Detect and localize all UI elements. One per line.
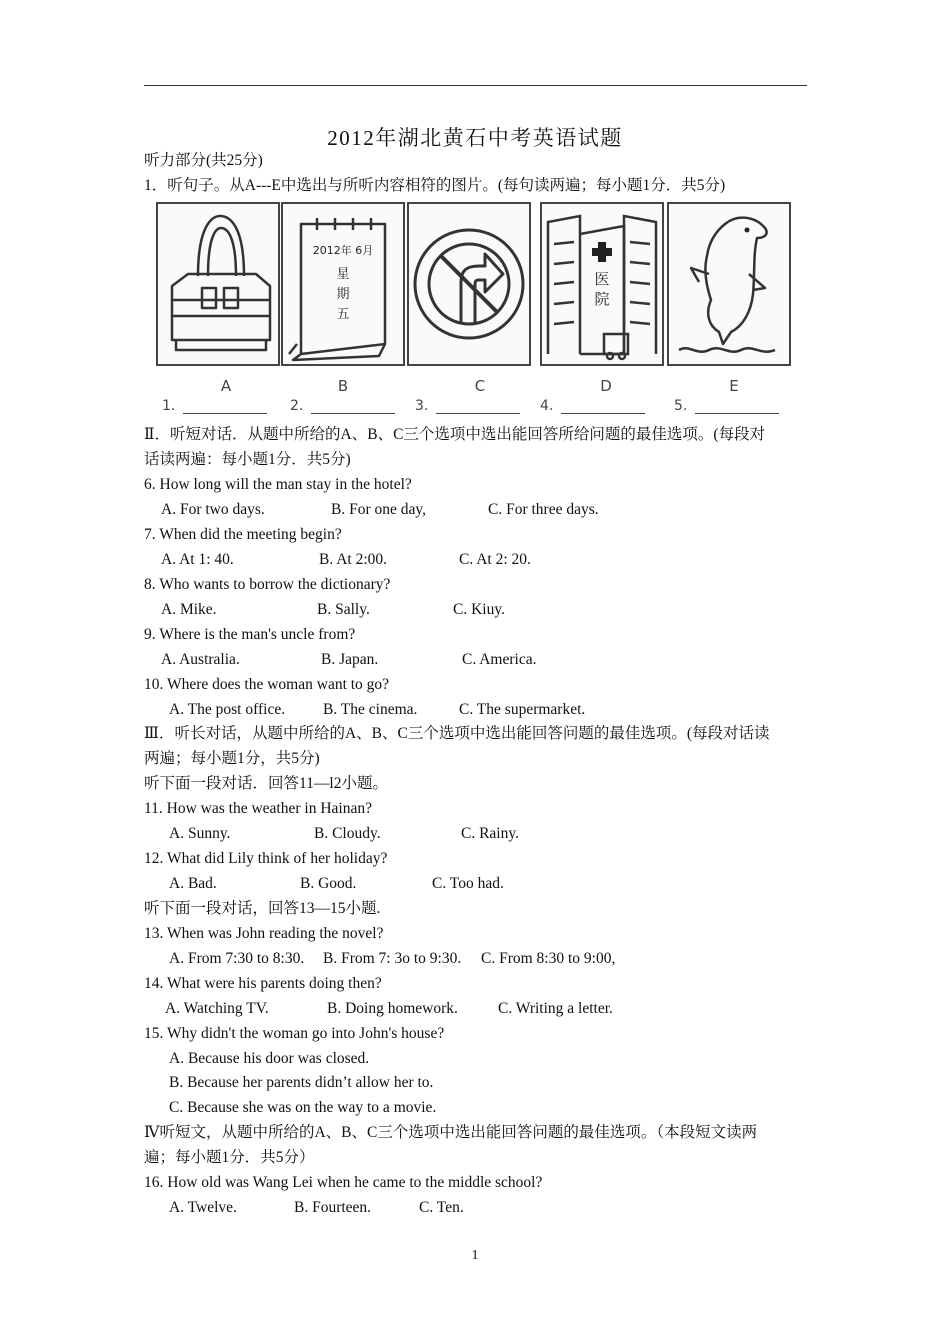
question-15-option-c[interactable]: C. Because she was on the way to a movie.: [169, 1099, 437, 1116]
page-number: 1: [471, 1248, 479, 1263]
question-12-option-b[interactable]: B. Good.: [300, 875, 357, 892]
question-16-option-a[interactable]: A. Twelve.: [169, 1199, 237, 1216]
hospital-char2: 院: [594, 290, 610, 308]
question-12-option-a[interactable]: A. Bad.: [169, 875, 217, 892]
answer-blank-label: 3.: [415, 398, 429, 414]
question-15-option-a[interactable]: A. Because his door was closed.: [169, 1050, 370, 1067]
question-7-option-c[interactable]: C. At 2: 20.: [459, 551, 531, 568]
hospital-char1: 医: [594, 270, 610, 288]
question-9-option-c[interactable]: C. America.: [462, 651, 537, 668]
answer-blank-4[interactable]: [540, 398, 645, 414]
question-14: 14. What were his parents doing then?: [144, 975, 382, 992]
question-6-option-a[interactable]: A. For two days.: [161, 501, 265, 518]
picture-e: [667, 202, 791, 366]
question-16: 16. How old was Wang Lei when he came to the middle school?: [144, 1174, 543, 1191]
question-15: 15. Why didn't the woman go into John's house?: [144, 1025, 445, 1042]
picture-letter-a: A: [220, 377, 232, 395]
answer-blank-label: 1.: [162, 398, 176, 414]
answer-blank-3[interactable]: [415, 398, 520, 414]
question-6-option-b[interactable]: B. For one day,: [331, 501, 426, 518]
question-14-option-c[interactable]: C. Writing a letter.: [498, 1000, 613, 1017]
calendar-week-char1: 星: [336, 267, 350, 282]
calendar-week-char3: 五: [336, 307, 350, 322]
question-11-option-a[interactable]: A. Sunny.: [169, 825, 231, 842]
question-11: 11. How was the weather in Hainan?: [144, 800, 372, 817]
question-10-option-b[interactable]: B. The cinema.: [323, 701, 418, 718]
page-title: 2012年湖北黄石中考英语试题: [327, 126, 623, 150]
question-6-option-c[interactable]: C. For three days.: [488, 501, 599, 518]
question-9: 9. Where is the man's uncle from?: [144, 626, 356, 643]
question-16-option-c[interactable]: C. Ten.: [419, 1199, 464, 1216]
question-9-option-b[interactable]: B. Japan.: [321, 651, 379, 668]
calendar-week-char2: 期: [336, 287, 350, 302]
question-13-option-c[interactable]: C. From 8:30 to 9:00,: [481, 950, 616, 967]
answer-blank-label: 4.: [540, 398, 554, 414]
question-8-option-a[interactable]: A. Mike.: [161, 601, 217, 618]
picture-b: [281, 202, 405, 366]
question-7: 7. When did the meeting begin?: [144, 526, 342, 543]
question-6: 6. How long will the man stay in the hotel?: [144, 476, 412, 493]
no-right-turn-sign-icon: [409, 204, 529, 364]
question-12: 12. What did Lily think of her holiday?: [144, 850, 388, 867]
picture-letter-c: C: [474, 377, 486, 395]
calendar-month-text: 2012年 6月: [312, 244, 374, 257]
question-13-option-b[interactable]: B. From 7: 3o to 9:30.: [323, 950, 462, 967]
picture-letter-b: B: [337, 377, 349, 395]
picture-row: [150, 200, 800, 422]
section3-instruction-line2: 两遍；每小题1分，共5分): [144, 750, 320, 767]
header-rule: [144, 85, 807, 86]
question-16-option-b[interactable]: B. Fourteen.: [294, 1199, 372, 1216]
question-8-option-b[interactable]: B. Sally.: [317, 601, 370, 618]
question-8: 8. Who wants to borrow the dictionary?: [144, 576, 391, 593]
question-13-option-a[interactable]: A. From 7:30 to 8:30.: [169, 950, 305, 967]
handbag-icon: [158, 204, 278, 364]
question-14-option-b[interactable]: B. Doing homework.: [327, 1000, 458, 1017]
section3-instruction-line1: Ⅲ．听长对话，从题中所给的A、B、C三个选项中选出能回答问题的最佳选项。(每段对话读: [144, 725, 770, 742]
question-11-option-c[interactable]: C. Rainy.: [461, 825, 519, 842]
question-15-option-b[interactable]: B. Because her parents didn’t allow her to.: [169, 1074, 434, 1091]
picture-a: [156, 202, 280, 366]
hospital-icon: [542, 204, 662, 364]
answer-blank-2[interactable]: [290, 398, 395, 414]
answer-blank-label: 2.: [290, 398, 304, 414]
section3-sub-instruction-2: 听下面一段对话，回答13—15小题.: [144, 900, 381, 917]
question-9-option-a[interactable]: A. Australia.: [161, 651, 240, 668]
dolphin-icon: [669, 204, 789, 364]
question-11-option-b[interactable]: B. Cloudy.: [314, 825, 381, 842]
picture-c: [407, 202, 531, 366]
answer-blank-1[interactable]: [162, 398, 267, 414]
section2-instruction-line1: Ⅱ．听短对话．从题中所给的A、B、C三个选项中选出能回答所给问题的最佳选项。(每段对: [144, 426, 766, 443]
section1-instruction: 1．听句子。从A---E中选出与所听内容相符的图片。(每句读两遍；每小题1分．共5分): [144, 177, 726, 194]
picture-d: [540, 202, 664, 366]
question-10-option-a[interactable]: A. The post office.: [169, 701, 286, 718]
question-10-option-c[interactable]: C. The supermarket.: [459, 701, 586, 718]
section2-instruction-line2: 话读两遍：每小题1分．共5分): [144, 451, 351, 468]
question-7-option-a[interactable]: A. At 1: 40.: [161, 551, 234, 568]
picture-letter-d: D: [600, 377, 612, 395]
question-14-option-a[interactable]: A. Watching TV.: [165, 1000, 269, 1017]
section3-sub-instruction-1: 听下面一段对话．回答11—l2小题。: [144, 775, 388, 792]
question-10: 10. Where does the woman want to go?: [144, 676, 390, 693]
section4-instruction-line2: 遍；每小题1分．共5分）: [144, 1149, 315, 1166]
question-12-option-c[interactable]: C. Too had.: [432, 875, 504, 892]
calendar-icon: [283, 204, 403, 364]
picture-letter-e: E: [729, 377, 739, 395]
section4-instruction-line1: Ⅳ听短文，从题中所给的A、B、C三个选项中选出能回答问题的最佳选项。（本段短文读两: [144, 1124, 758, 1141]
question-13: 13. When was John reading the novel?: [144, 925, 384, 942]
question-7-option-b[interactable]: B. At 2:00.: [319, 551, 388, 568]
listening-header: 听力部分(共25分): [144, 152, 263, 169]
question-8-option-c[interactable]: C. Kiuy.: [453, 601, 505, 618]
answer-blank-label: 5.: [674, 398, 688, 414]
answer-blank-5[interactable]: [674, 398, 779, 414]
